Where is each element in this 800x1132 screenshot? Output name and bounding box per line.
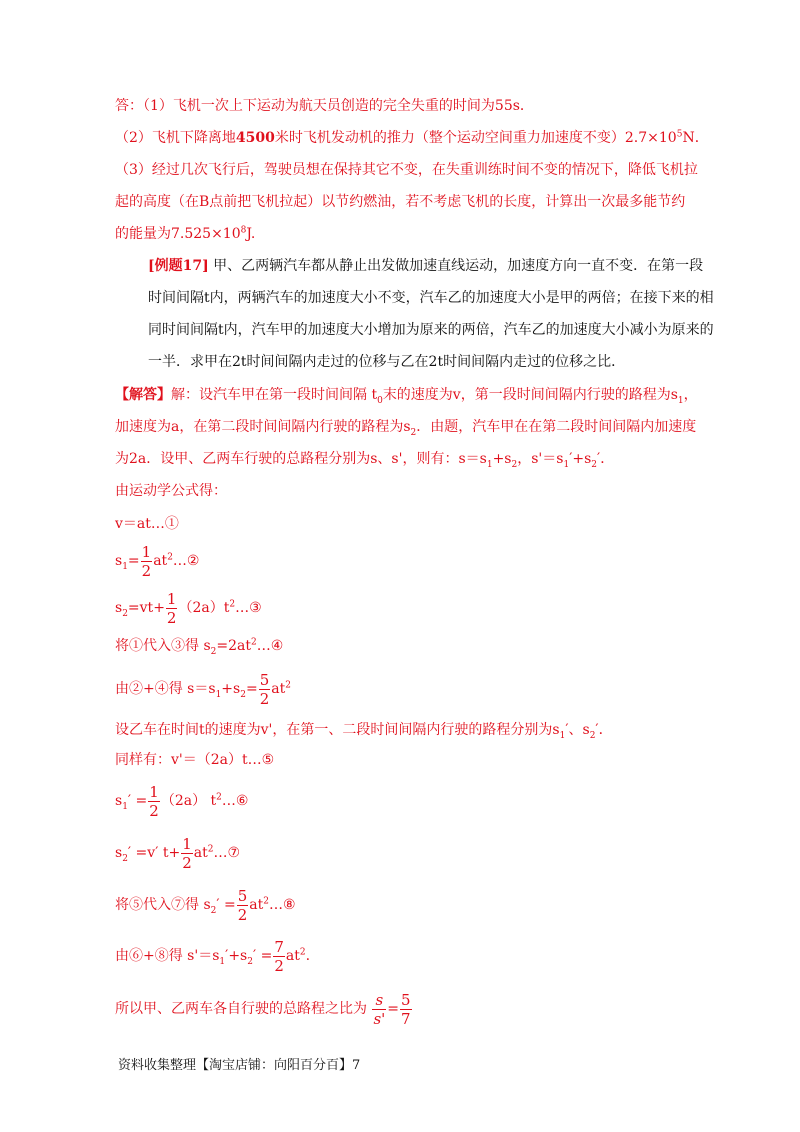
solution-line-b1: 设乙车在时间t的速度为v'，在第一、二段时间间隔内行驶的路程分别为$s_1'$、$s_2'$．: [115, 722, 613, 741]
equation-5: 由②+④得 $s=s_1+s_2=$ $\frac{5}{2}$ $at^2$: [115, 670, 291, 708]
page-footer: 资料收集整理【淘宝店铺：向阳百分百】7: [118, 1058, 361, 1073]
answer-line-1: 答：（1）飞机一次上下运动为航天员创造的完全失重的时间为55s．: [115, 98, 534, 114]
example-line-4: 一半．求甲在2t时间间隔内走过的位移与乙在2t时间间隔内走过的位移之比．: [148, 354, 626, 370]
solution-line-3: 为2a．设甲、乙两车行驶的总路程分别为s、s'，则有：$s=s_1+s_2$，$s'=s_1'+s_2'$．: [115, 451, 615, 470]
equation-7: $s_2' =v'$ t+ $\frac{1}{2}$ $at^2\dots ⑦$: [115, 834, 241, 872]
equation-3: $s_2=vt+$ $\frac{1}{2}$ $(2a)t^2\dots ③$: [115, 589, 262, 627]
answer-line-2: （2）飞机下降离地4500米时飞机发动机的推力（整个运动空间重力加速度不变）$2.7\times 10^5N$．: [115, 129, 709, 146]
example-line-2: 时间间隔t内，两辆汽车的加速度大小不变，汽车乙的加速度大小是甲的两倍；在接下来的相: [148, 290, 714, 306]
final-ratio-line: 所以甲、乙两车各自行驶的总路程之比为 $\frac{s}{s'}$ = $\frac{5}{7}$: [115, 990, 411, 1028]
example-line-1: [例题17] 甲、乙两辆汽车都从静止出发做加速直线运动，加速度方向一直不变．在第一段: [148, 258, 704, 274]
equation-4: 将①代入③得 $s_2=2at^2\dots ④$: [115, 637, 284, 657]
solution-line-1: 【解答】解：设汽车甲在第一段时间间隔 $t_0$末的速度为v，第一段时间间隔内行驶的路程为$s_1$，: [115, 387, 698, 406]
answer-line-3: （3）经过几次飞行后，驾驶员想在保持其它不变，在失重训练时间不变的情况下，降低飞机拉: [115, 162, 698, 178]
equation-5b: 同样有：v'＝（2a）t…⑤: [115, 752, 275, 768]
solution-line-2: 加速度为a，在第二段时间间隔内行驶的路程为$s_2$．由题，汽车甲在在第二段时间间隔内加速度: [115, 419, 697, 438]
equation-8: 将⑤代入⑦得 $s_2'$ = $\frac{5}{2}$ $at^2\dots ⑧$: [115, 886, 296, 924]
kinematics-line: 由运动学公式得：: [115, 483, 227, 499]
answer-line-4: 起的高度（在B点前把飞机拉起）以节约燃油，若不考虑飞机的长度，计算出一次最多能节约: [115, 194, 686, 210]
example-label: [例题17]: [148, 258, 209, 274]
equation-2: $s_1=$ $\frac{1}{2}$ $at^2\dots ②$: [115, 542, 200, 580]
example-line-3: 同时间间隔t内，汽车甲的加速度大小增加为原来的两倍，汽车乙的加速度大小减小为原来的: [148, 322, 714, 338]
solution-label: 【解答】: [115, 387, 171, 403]
answer-line-5: 的能量为$7.525\times 10^8J$.: [115, 225, 256, 242]
equation-9: 由⑥+⑧得 $s'=s_1'+s_2'$ = $\frac{7}{2}$ $at^2$.: [115, 937, 311, 975]
equation-1: v＝at…①: [115, 516, 179, 532]
equation-6: $s_1'$ = $\frac{1}{2}$ （2a） $t^2\dots ⑥$: [115, 782, 249, 820]
